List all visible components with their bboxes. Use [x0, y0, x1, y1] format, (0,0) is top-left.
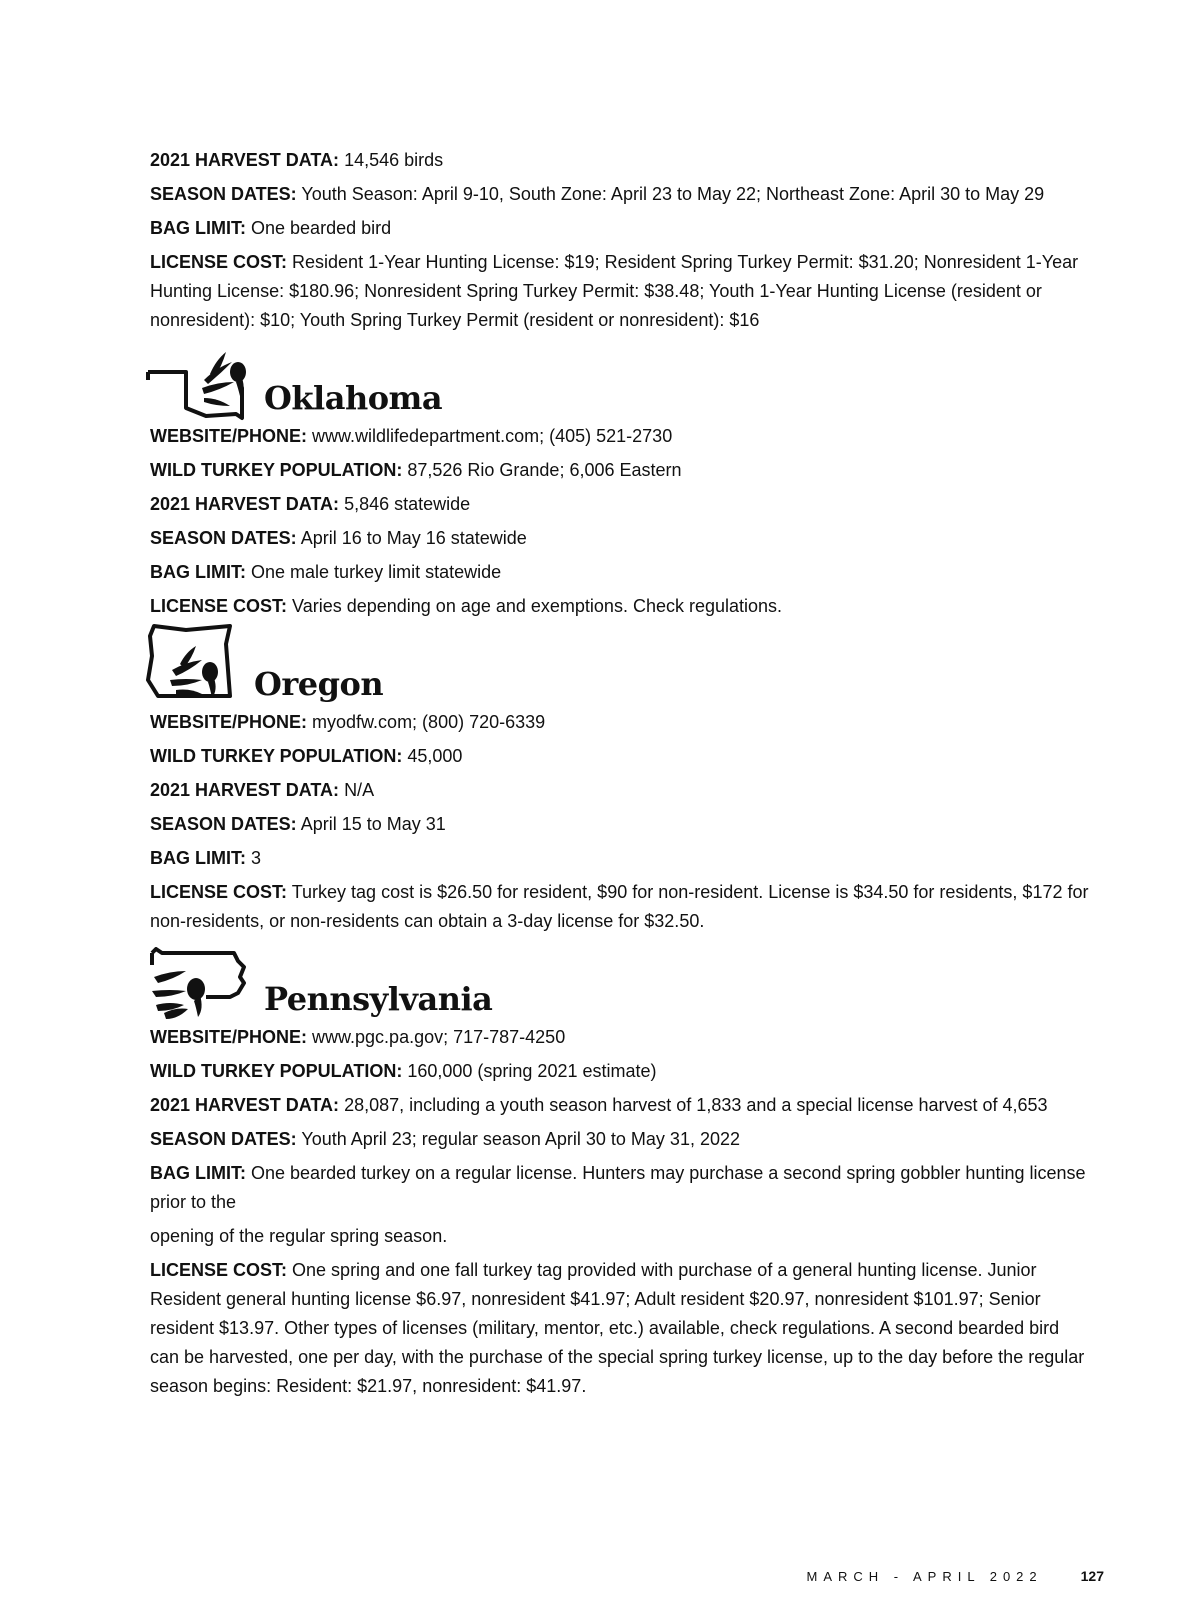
season-dates-line: SEASON DATES: Youth April 23; regular season April 30 to May 31, 2022	[150, 1129, 741, 1149]
website-phone-line: WEBSITE/PHONE: www.wildlifedepartment.com; (405) 521-2730	[150, 426, 673, 446]
harvest-data-line: 2021 HARVEST DATA: 28,087, including a youth season harvest of 1,833 and a special license harvest of 4,653	[150, 1095, 1048, 1115]
population-line: WILD TURKEY POPULATION: 87,526 Rio Grande; 6,006 Eastern	[150, 460, 682, 480]
state-name-oregon: Oregon	[254, 665, 384, 703]
bag-limit-line: BAG LIMIT: One bearded bird	[150, 218, 392, 238]
page-number: 127	[1080, 1568, 1104, 1584]
season-dates-line: SEASON DATES: April 15 to May 31	[150, 814, 446, 834]
website-phone-line: WEBSITE/PHONE: www.pgc.pa.gov; 717-787-4250	[150, 1027, 566, 1047]
population-line: WILD TURKEY POPULATION: 45,000	[150, 746, 463, 766]
license-cost-line: LICENSE COST: Varies depending on age and exemptions. Check regulations.	[150, 596, 783, 616]
harvest-data-line: 2021 HARVEST DATA: 14,546 birds	[150, 150, 444, 170]
license-cost-line: LICENSE COST: Resident 1-Year Hunting License: $19; Resident Spring Turkey Permit: $31.20; Nonresident 1-Year Hunting License: $180.96; Nonresident Spring Turkey Permit: $38.48; Youth 1-Year Hunting License (resident or nonresident): $10; Youth Spring Turkey Permit (resident or nonresident): $16	[150, 252, 1079, 330]
website-phone-line: WEBSITE/PHONE: myodfw.com; (800) 720-6339	[150, 712, 546, 732]
license-cost-line: LICENSE COST: One spring and one fall turkey tag provided with purchase of a general hunting license. Junior Resident general hunting license $6.97, nonresident $41.97; Adult resident $20.97, nonresident $101.97; Senior resident $13.97. Other types of licenses (military, mentor, etc.) available, check regulations. A second bearded bird can be harvested, one per day, with the purchase of the special spring turkey license, up to the day before the regular season begins: Resident: $21.97, nonresident: $41.97.	[150, 1260, 1085, 1396]
bag-limit-line: BAG LIMIT: One bearded turkey on a regular license. Hunters may purchase a second spring gobbler hunting license prior to the	[150, 1163, 1086, 1212]
article-content	[150, 146, 1090, 1406]
population-line: WILD TURKEY POPULATION: 160,000 (spring 2021 estimate)	[150, 1061, 657, 1081]
oklahoma-heading	[146, 340, 1090, 422]
season-dates-line: SEASON DATES: Youth Season: April 9-10, South Zone: April 23 to May 22; Northeast Zone: April 30 to May 29	[150, 184, 1045, 204]
license-cost-line: LICENSE COST: Turkey tag cost is $26.50 for resident, $90 for non-resident. License is $34.50 for residents, $172 for non-residents, or non-residents can obtain a 3-day license for $32.50.	[150, 882, 1089, 931]
season-dates-line: SEASON DATES: April 16 to May 16 statewide	[150, 528, 527, 548]
state-name-oklahoma: Oklahoma	[264, 379, 443, 417]
harvest-data-line: 2021 HARVEST DATA: N/A	[150, 780, 375, 800]
pennsylvania-heading	[146, 941, 1090, 1023]
pennsylvania-state-turkey-icon	[146, 947, 256, 1023]
issue-date: MARCH - APRIL 2022	[806, 1568, 1043, 1584]
page-footer	[807, 1568, 1104, 1584]
bag-limit-continuation: opening of the regular spring season.	[150, 1226, 448, 1246]
bag-limit-line: BAG LIMIT: 3	[150, 848, 262, 868]
oregon-state-turkey-icon	[146, 622, 246, 708]
state-name-pennsylvania: Pennsylvania	[264, 980, 493, 1018]
oklahoma-state-turkey-icon	[146, 350, 256, 422]
bag-limit-line: BAG LIMIT: One male turkey limit statewide	[150, 562, 502, 582]
harvest-data-line: 2021 HARVEST DATA: 5,846 statewide	[150, 494, 471, 514]
oregon-heading	[146, 626, 1090, 708]
